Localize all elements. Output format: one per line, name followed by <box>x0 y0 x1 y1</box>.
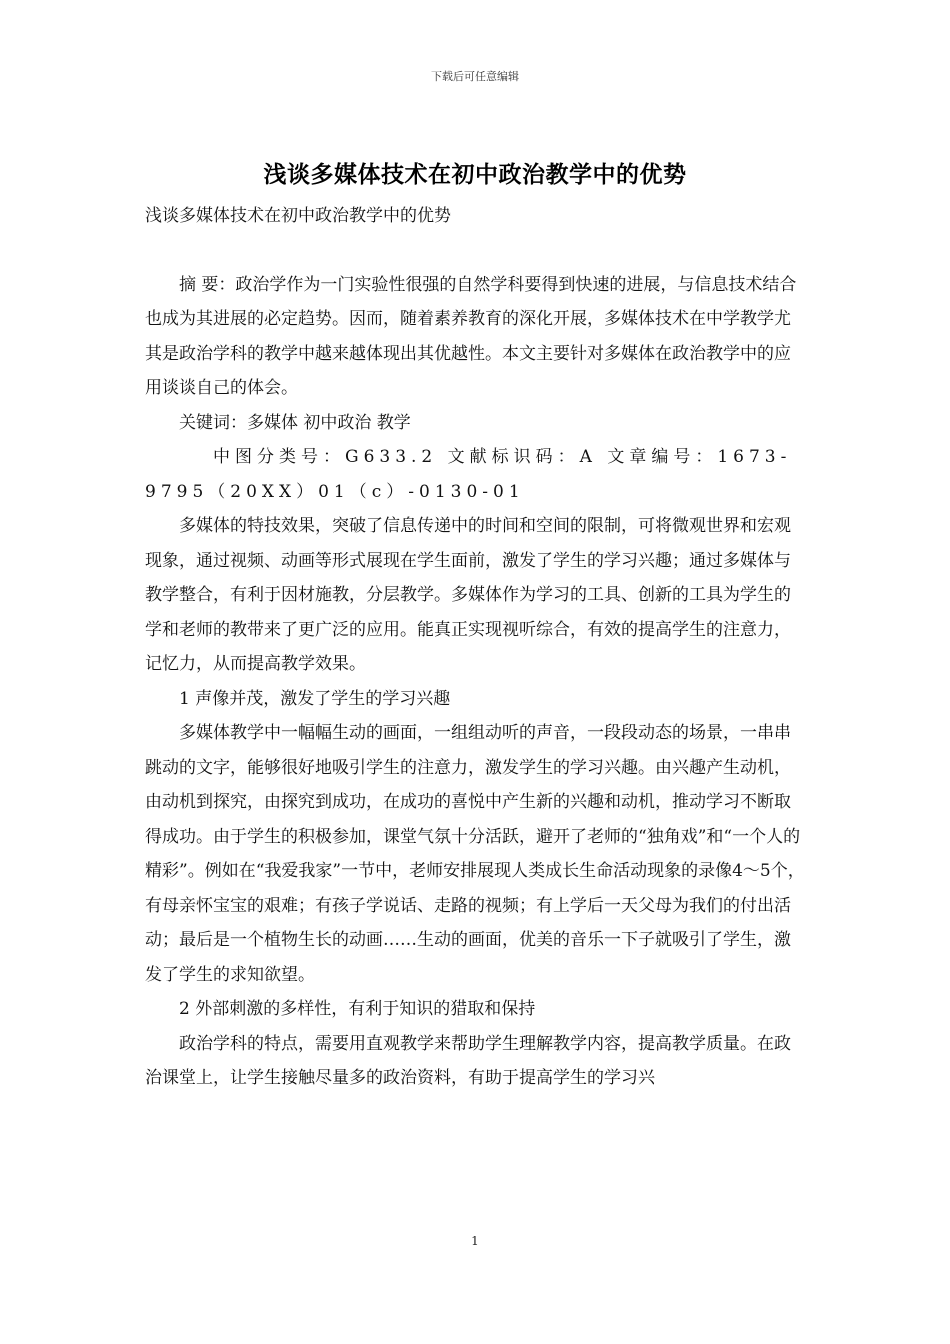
section-1-heading: 1 声像并茂，激发了学生的学习兴趣 <box>179 688 451 709</box>
section-2-heading: 2 外部刺激的多样性，有利于知识的猎取和保持 <box>179 999 536 1019</box>
section-1-paragraph: 多媒体教学中一幅幅生动的画面，一组组动听的声音，一段段动态的场景，一串串跳动的文字，能够很好地吸引学生的注意力，激发学生的学习兴趣。由兴趣产生动机，由动机到探究，由探究到成功，在成功的喜悦中产生新的兴趣和动机，推动学习不断取得成功。由于学生的积极参加，课堂气氛十分活跃，避开了老师的“独角戏”和“一个人的精彩”。例如在“我爱我家”一节中，老师安排展现人类成长生命活动现象的录像4～5个，有母亲怀宝宝的艰难；有孩子学说话、走路的视频；有上学后一天父母为我们的付出活动；最后是一个植物生长的动画……生动的画面，优美的音乐一下子就吸引了学生，激发了学生的求知欲望。 <box>145 723 805 985</box>
abstract-paragraph: 摘 要：政治学作为一门实验性很强的自然学科要得到快速的进展，与信息技术结合也成为其进展的必定趋势。因而，随着素养教育的深化开展，多媒体技术在中学教学尤其是政治学科的教学中越来越体现出其优越性。本文主要针对多媒体在政治教学中的应用谈谈自己的体会。 <box>145 274 797 398</box>
document-body <box>145 199 807 1096</box>
keywords-line: 关键词：多媒体 初中政治 教学 <box>179 412 411 433</box>
section-2-paragraph: 政治学科的特点，需要用直观教学来帮助学生理解教学内容，提高教学质量。在政治课堂上，让学生接触尽量多的政治资料，有助于提高学生的学习兴 <box>145 1033 791 1088</box>
classification-line: 中图分类号：G633.2 文献标识码：A 文章编号：1673-9795（20XX）01（c）-0130-01 <box>145 447 792 502</box>
subtitle: 浅谈多媒体技术在初中政治教学中的优势 <box>145 206 451 226</box>
blank-line <box>145 234 807 268</box>
intro-paragraph: 多媒体的特技效果，突破了信息传递中的时间和空间的限制，可将微观世界和宏观现象，通过视频、动画等形式展现在学生面前，激发了学生的学习兴趣；通过多媒体与教学整合，有利于因材施教，分层教学。多媒体作为学习的工具、创新的工具为学生的学和老师的教带来了更广泛的应用。能真正实现视听综合，有效的提高学生的注意力，记忆力，从而提高教学效果。 <box>145 516 791 674</box>
page-number: 1 <box>471 1234 479 1248</box>
page-title: 浅谈多媒体技术在初中政治教学中的优势 <box>263 161 687 188</box>
header-note: 下载后可任意编辑 <box>431 70 519 83</box>
